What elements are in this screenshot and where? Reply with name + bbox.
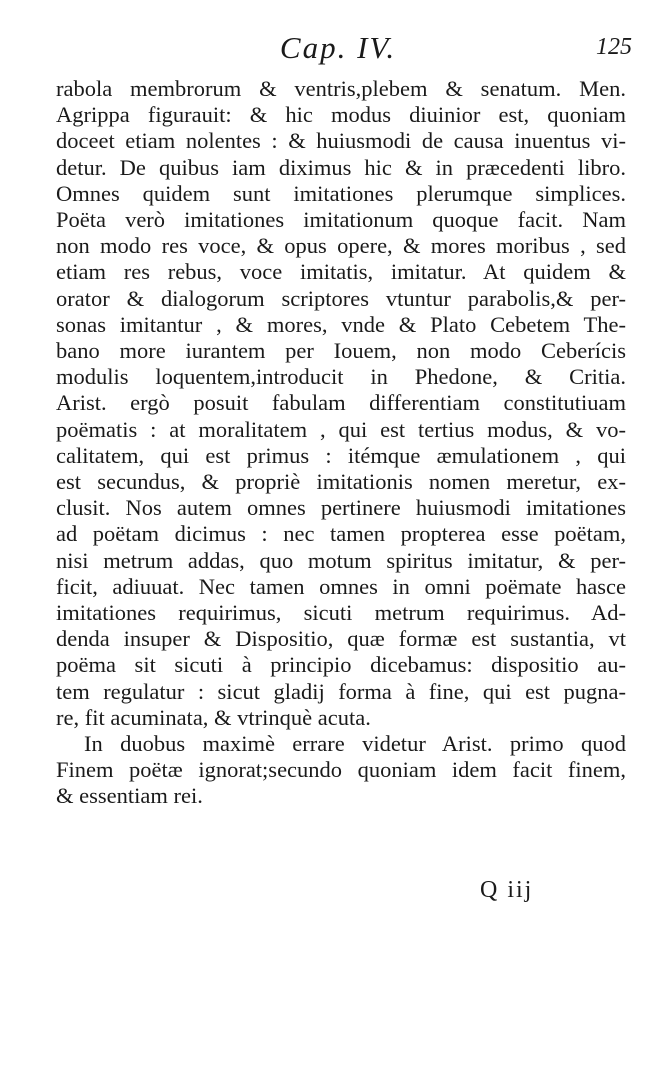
- text-line: calitatem, qui est primus : itémque æmulationem , qui: [56, 442, 626, 468]
- running-head: Cap. IV.: [279, 30, 397, 65]
- text-line: orator & dialogorum scriptores vtuntur parabolis,& per-: [56, 285, 626, 311]
- text-line: Arist. ergò posuit fabulam differentiam constitutiuam: [56, 390, 626, 416]
- text-line: tem regulatur : sicut gladij forma à fine, qui est pugna-: [56, 678, 626, 704]
- paragraph-2: [56, 731, 626, 810]
- text-line: est secundus, & propriè imitationis nomen meretur, ex-: [56, 469, 626, 495]
- paragraph-1: [56, 76, 626, 731]
- text-line: poëma sit sicuti à principio dicebamus: dispositio au-: [56, 652, 626, 678]
- text-line: ficit, adiuuat. Nec tamen omnes in omni poëmate hasce: [56, 573, 626, 599]
- text-line: sonas imitantur , & mores, vnde & Plato Cebetem The-: [56, 311, 626, 337]
- text-line: In duobus maximè errare videtur Arist. primo quod: [84, 731, 626, 757]
- text-line: Poëta verò imitationes imitationum quoque facit. Nam: [56, 207, 626, 233]
- text-line: modulis loquentem,introducit in Phedone, & Critia.: [56, 364, 626, 390]
- text-line: bano more iurantem per Iouem, non modo Ceberícis: [56, 338, 626, 364]
- signature-mark: Q iij: [480, 877, 534, 903]
- text-line: imitationes requirimus, sicuti metrum requirimus. Ad-: [56, 600, 626, 626]
- text-line: etiam res rebus, voce imitatis, imitatur. At quidem &: [56, 259, 626, 285]
- text-line: ad poëtam dicimus : nec tamen propterea esse poëtam,: [56, 521, 626, 547]
- text-line: re, fit acuminata, & vtrinquè acuta.: [56, 704, 371, 730]
- page-header: [44, 30, 632, 70]
- text-line: non modo res voce, & opus opere, & mores moribus , sed: [56, 233, 626, 259]
- text-line: denda insuper & Dispositio, quæ formæ est sustantia, vt: [56, 626, 626, 652]
- text-line: poëmatis : at moralitatem , qui est tertius modus, & vo-: [56, 416, 626, 442]
- text-line: Omnes quidem sunt imitationes plerumque simplices.: [56, 180, 626, 206]
- text-line: doceet etiam nolentes : & huiusmodi de causa inuentus vi-: [56, 128, 626, 154]
- text-line: Agrippa figurauit: & hic modus diuinior est, quoniam: [56, 102, 626, 128]
- text-line: & essentiam rei.: [56, 783, 203, 809]
- text-line: rabola membrorum & ventris,plebem & senatum. Men.: [56, 76, 626, 101]
- page-number: 125: [596, 34, 632, 60]
- text-line: nisi metrum addas, quo motum spiritus imitatur, & per-: [56, 547, 626, 573]
- text-line: clusit. Nos autem omnes pertinere huiusmodi imitationes: [56, 495, 626, 521]
- text-line: detur. De quibus iam diximus hic & in præcedenti libro.: [56, 154, 626, 180]
- text-line: Finem poëtæ ignorat;secundo quoniam idem facit finem,: [56, 757, 626, 783]
- body-text: [56, 76, 626, 810]
